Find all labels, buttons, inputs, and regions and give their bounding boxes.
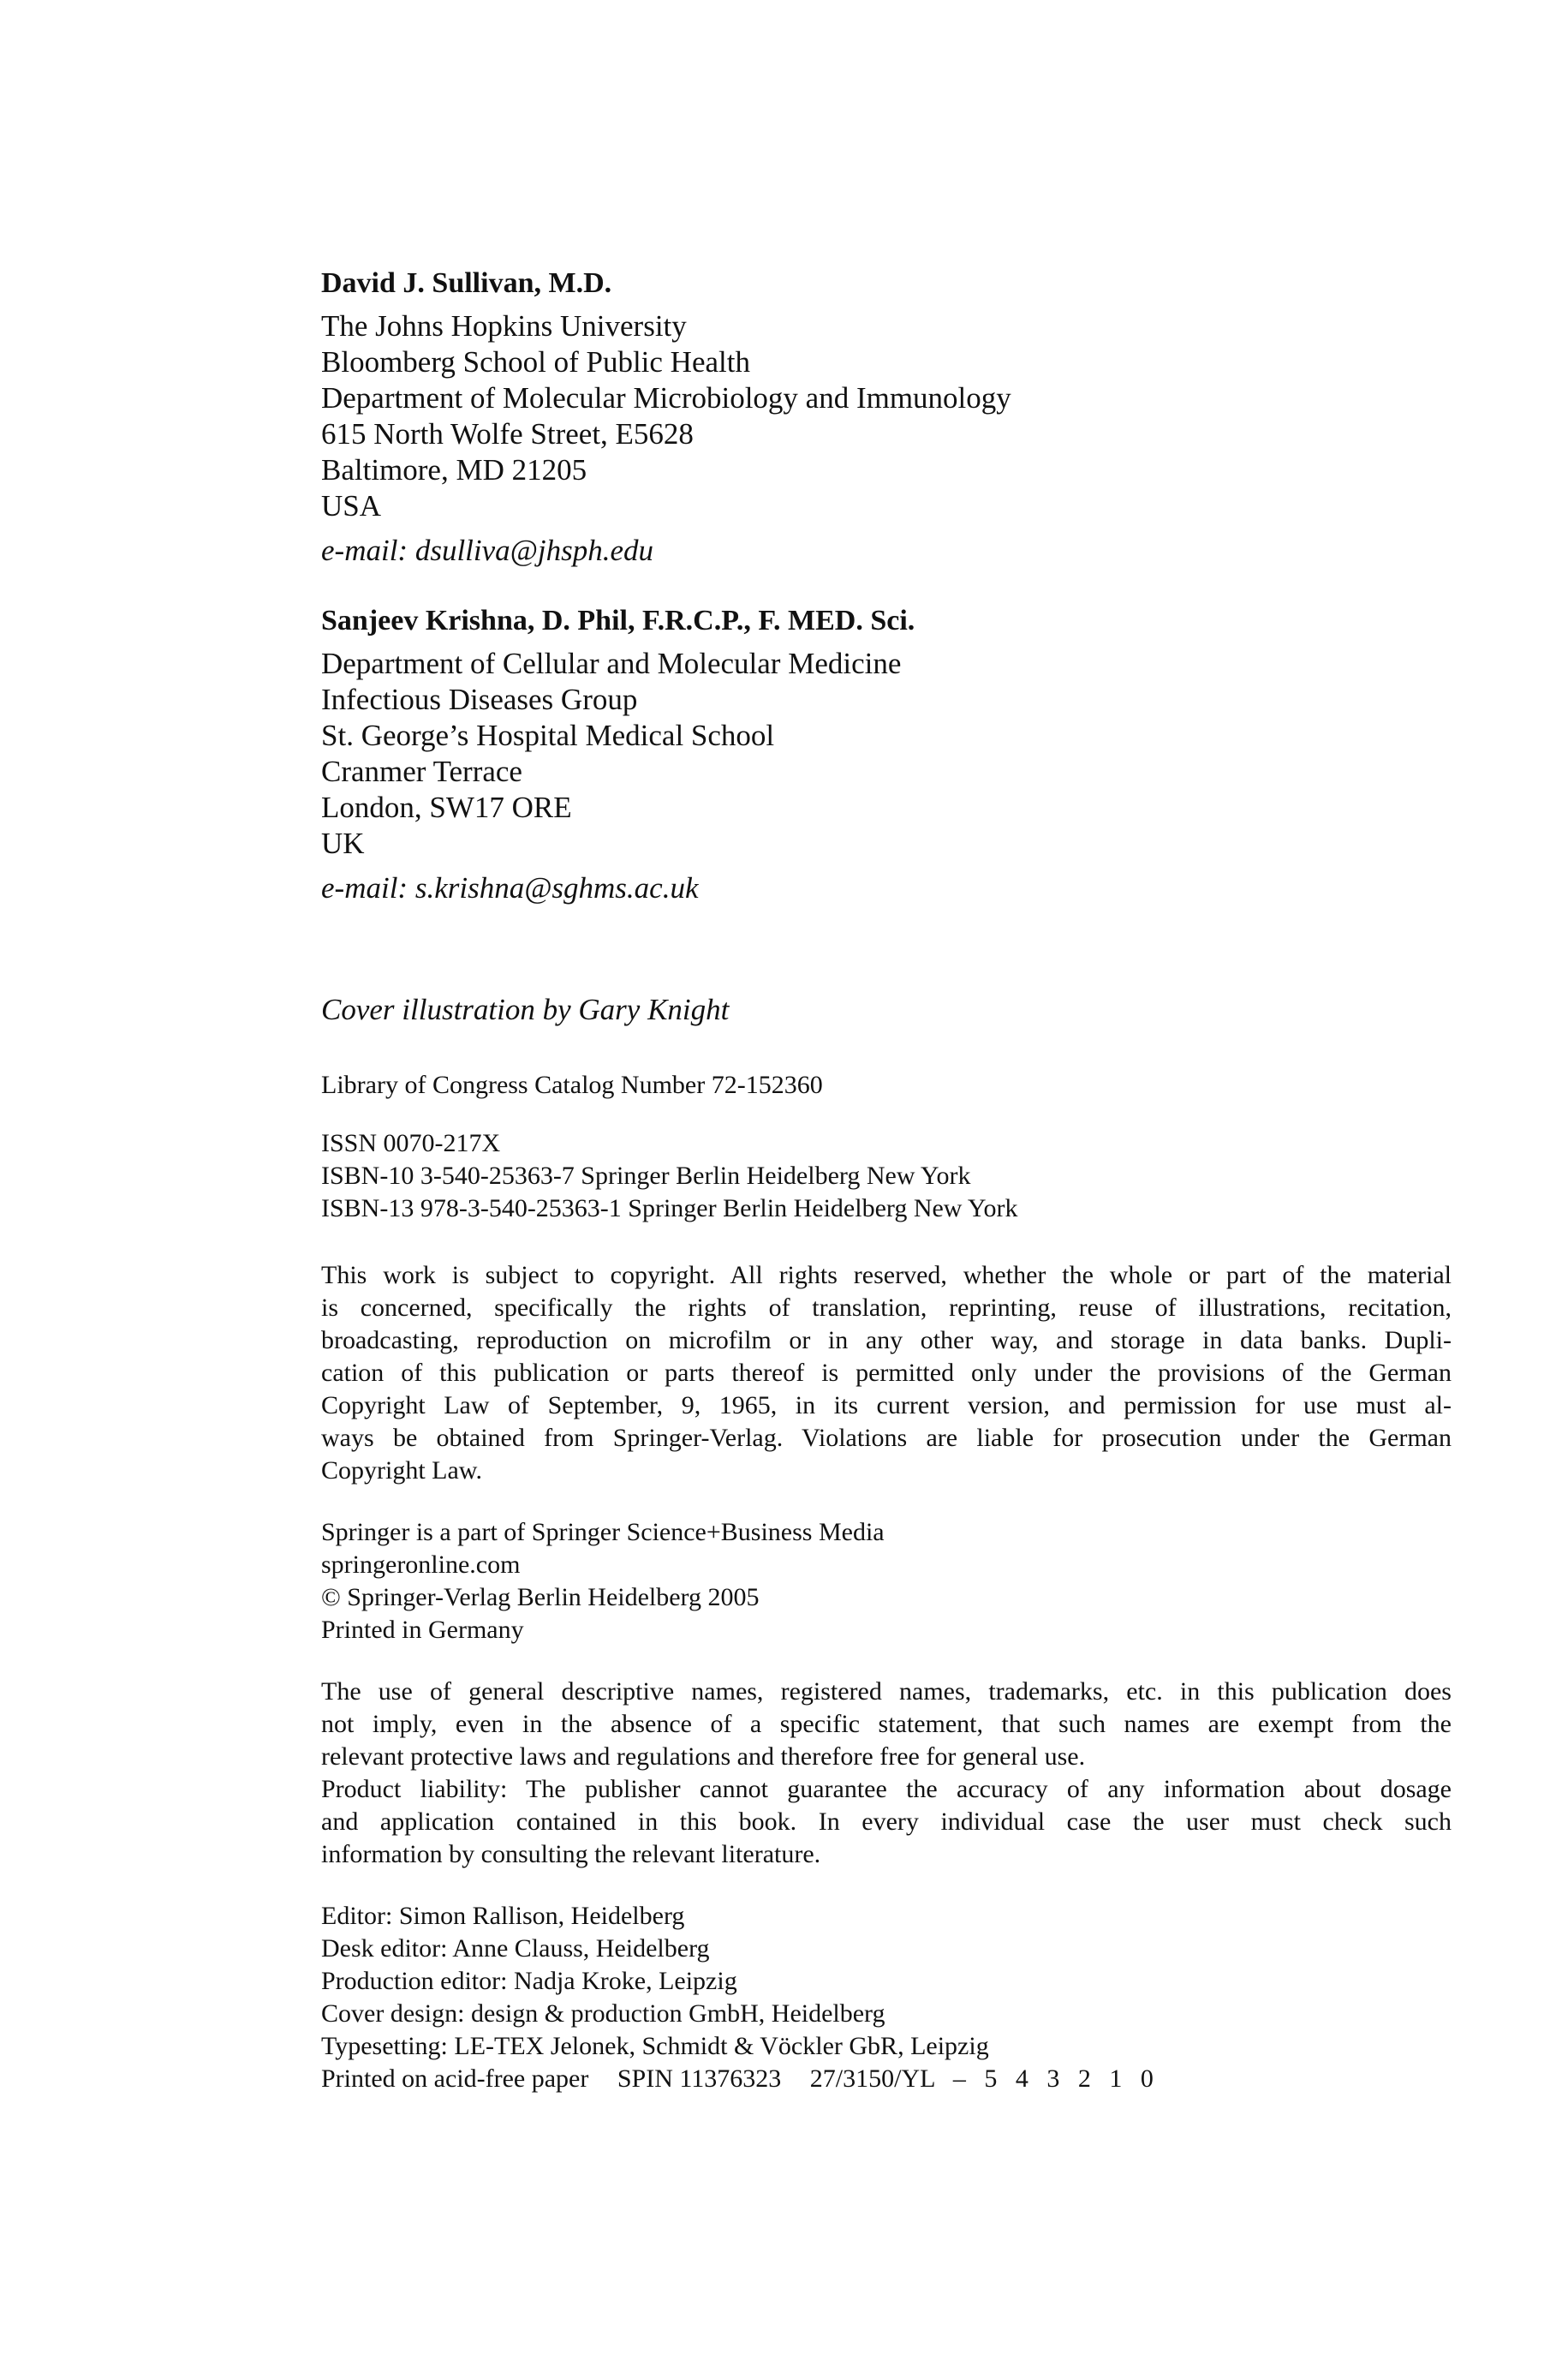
isbn-block	[321, 1127, 1452, 1225]
address-line: Bloomberg School of Public Health	[321, 345, 750, 379]
credit-line: Editor: Simon Rallison, Heidelberg	[321, 1902, 685, 1930]
paragraph-line: cation of this publication or parts thereof is permitted only under the provisions of the German	[321, 1359, 1452, 1387]
copyright-page	[321, 266, 1452, 2095]
print-digit: 0	[1140, 2064, 1154, 2093]
print-code: 27/3150/YL	[809, 2064, 935, 2093]
address-line: 615 North Wolfe Street, E5628	[321, 417, 694, 451]
printed-in-line: Printed in Germany	[321, 1616, 524, 1644]
author-email: e-mail: s.krishna@sghms.ac.uk	[321, 871, 699, 905]
credit-line: Production editor: Nadja Kroke, Leipzig	[321, 1967, 737, 1995]
paragraph-line: ways be obtained from Springer-Verlag. Violations are liable for prosecution under the German	[321, 1424, 1452, 1452]
publisher-line: Springer is a part of Springer Science+Business Media	[321, 1518, 885, 1546]
copyright-notice	[321, 1259, 1452, 1487]
disclaimer	[321, 1676, 1452, 1871]
address-line: The Johns Hopkins University	[321, 309, 687, 343]
paragraph-line: Product liability: The publisher cannot guarantee the accuracy of any information about dosage	[321, 1775, 1452, 1803]
paragraph-line: Copyright Law.	[321, 1456, 483, 1485]
printed-on-line	[321, 2063, 1452, 2095]
credit-line: Desk editor: Anne Clauss, Heidelberg	[321, 1934, 710, 1963]
paragraph-line: not imply, even in the absence of a specific statement, that such names are exempt from the	[321, 1710, 1452, 1738]
author-name: David J. Sullivan, M.D.	[321, 267, 612, 299]
paragraph-line: The use of general descriptive names, registered names, trademarks, etc. in this publication does	[321, 1677, 1452, 1706]
address-line: USA	[321, 489, 382, 523]
cover-illustration-credit: Cover illustration by Gary Knight	[321, 993, 730, 1026]
address-line: Cranmer Terrace	[321, 755, 522, 788]
paragraph-line: This work is subject to copyright. All rights reserved, whether the whole or part of the material	[321, 1261, 1452, 1289]
paragraph-line: broadcasting, reproduction on microfilm or in any other way, and storage in data banks. Dupli-	[321, 1326, 1452, 1354]
library-of-congress-number: Library of Congress Catalog Number 72-152360	[321, 1071, 823, 1099]
paper-note: Printed on acid-free paper	[321, 2064, 589, 2093]
address-line: UK	[321, 827, 365, 860]
credit-line: Typesetting: LE-TEX Jelonek, Schmidt & Vöckler GbR, Leipzig	[321, 2032, 989, 2060]
address-line: Infectious Diseases Group	[321, 683, 638, 716]
isbn10-line: ISBN-10 3-540-25363-7 Springer Berlin Heidelberg New York	[321, 1162, 971, 1190]
address-line: Baltimore, MD 21205	[321, 453, 587, 487]
isbn13-line: ISBN-13 978-3-540-25363-1 Springer Berlin Heidelberg New York	[321, 1194, 1018, 1222]
print-digit: 5	[984, 2064, 998, 2093]
spin-number: SPIN 11376323	[617, 2064, 782, 2093]
print-run-digits	[984, 2064, 1166, 2093]
print-digit: 1	[1109, 2064, 1123, 2093]
paragraph-line: is concerned, specifically the rights of translation, reprinting, reuse of illustrations, recitation,	[321, 1294, 1452, 1322]
publisher-info	[321, 1516, 1452, 1646]
issn-line: ISSN 0070-217X	[321, 1129, 501, 1157]
address-line: Department of Cellular and Molecular Medicine	[321, 647, 902, 680]
paragraph-line: information by consulting the relevant literature.	[321, 1840, 821, 1868]
print-digit: 4	[1015, 2064, 1028, 2093]
print-digit: 2	[1077, 2064, 1091, 2093]
author-block-sullivan	[321, 266, 1452, 569]
author-email: e-mail: dsulliva@jhsph.edu	[321, 534, 653, 567]
publisher-website: springeronline.com	[321, 1550, 521, 1579]
address-line: St. George’s Hospital Medical School	[321, 719, 775, 752]
paragraph-line: and application contained in this book. In every individual case the user must check such	[321, 1807, 1452, 1836]
author-name: Sanjeev Krishna, D. Phil, F.R.C.P., F. MED. Sci.	[321, 605, 915, 636]
credit-line: Cover design: design & production GmbH, Heidelberg	[321, 1999, 885, 2028]
address-line: Department of Molecular Microbiology and Immunology	[321, 381, 1011, 415]
print-dash: –	[952, 2064, 966, 2093]
author-block-krishna	[321, 603, 1452, 906]
address-line: London, SW17 ORE	[321, 791, 572, 824]
paragraph-line: relevant protective laws and regulations and therefore free for general use.	[321, 1742, 1086, 1771]
copyright-line: © Springer-Verlag Berlin Heidelberg 2005	[321, 1583, 760, 1611]
paragraph-line: Copyright Law of September, 9, 1965, in its current version, and permission for use must al-	[321, 1391, 1452, 1419]
print-digit: 3	[1046, 2064, 1060, 2093]
production-credits	[321, 1900, 1452, 2095]
